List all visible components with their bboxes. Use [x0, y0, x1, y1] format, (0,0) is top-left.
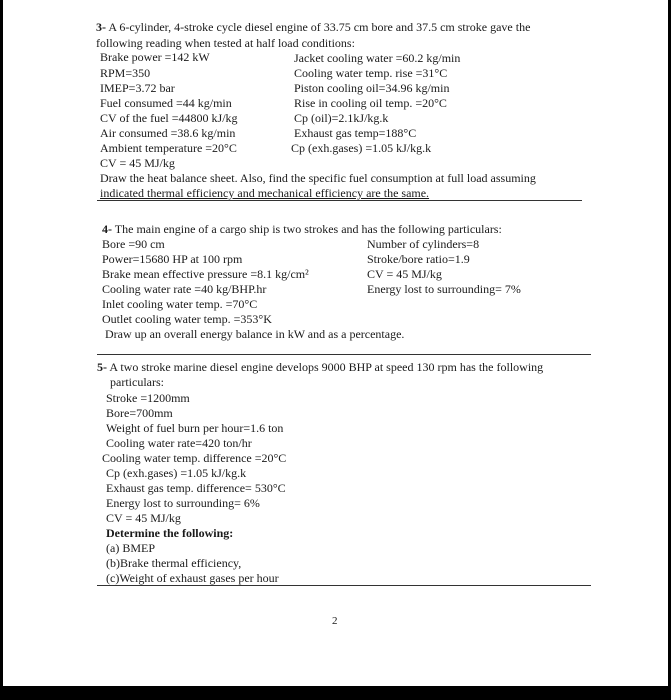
document-page — [3, 0, 668, 686]
q5-cooling-water-rate: Cooling water rate=420 ton/hr — [106, 436, 252, 450]
q5-determine-exhaust-weight: (c)Weight of exhaust gases per hour — [106, 571, 279, 585]
page-number: 2 — [332, 615, 338, 627]
q5-intro-line-2: particulars: — [110, 375, 164, 389]
q5-determine-bmep: (a) BMEP — [106, 541, 155, 555]
q3-air-consumed: Air consumed =38.6 kg/min — [100, 126, 236, 140]
q3-task-line-1: Draw the heat balance sheet. Also, find the specific fuel consumption at full load assuming — [100, 171, 536, 185]
q3-intro-line-1 — [96, 21, 530, 35]
q4-divider — [97, 354, 591, 355]
q4-cv: CV = 45 MJ/kg — [367, 267, 442, 281]
q3-cooling-temp-rise: Cooling water temp. rise =31°C — [294, 66, 448, 80]
q3-cp-exhaust: Cp (exh.gases) =1.05 kJ/kg.k — [291, 141, 432, 155]
q5-divider — [97, 585, 591, 586]
q3-rpm: RPM=350 — [100, 66, 151, 80]
q3-ambient-temp: Ambient temperature =20°C — [100, 141, 237, 155]
q4-number: 4- — [102, 222, 112, 236]
q3-number: 3- — [96, 20, 106, 34]
q5-energy-lost: Energy lost to surrounding= 6% — [106, 496, 260, 510]
q5-cp-exhaust: Cp (exh.gases) =1.05 kJ/kg.k — [106, 466, 247, 480]
q4-cooling-water-rate: Cooling water rate =40 kg/BHP.hr — [102, 282, 267, 296]
q3-brake-power: Brake power =142 kW — [100, 50, 210, 64]
q3-fuel-consumed: Fuel consumed =44 kg/min — [100, 96, 232, 110]
q5-exhaust-temp-diff: Exhaust gas temp. difference= 530°C — [106, 481, 286, 495]
q4-stroke-bore-ratio: Stroke/bore ratio=1.9 — [367, 252, 470, 266]
q4-intro-line — [102, 223, 502, 237]
q3-intro-line-2: following reading when tested at half load conditions: — [96, 36, 355, 50]
q5-determine-thermal-efficiency: (b)Brake thermal efficiency, — [106, 556, 242, 570]
q4-energy-lost: Energy lost to surrounding= 7% — [367, 282, 521, 296]
q3-intro-text: A 6-cylinder, 4-stroke cycle diesel engine of 33.75 cm bore and 37.5 cm stroke gave the — [108, 20, 531, 34]
q5-cv: CV = 45 MJ/kg — [106, 511, 181, 525]
q3-divider — [97, 200, 582, 201]
q5-cooling-temp-diff: Cooling water temp. difference =20°C — [102, 451, 287, 465]
q4-task: Draw up an overall energy balance in kW and as a percentage. — [105, 327, 405, 341]
q5-determine-heading: Determine the following: — [106, 526, 234, 540]
q4-intro-text: The main engine of a cargo ship is two strokes and has the following particulars: — [114, 222, 502, 236]
q3-task-line-2: indicated thermal efficiency and mechanical efficiency are the same. — [100, 186, 430, 200]
q3-piston-cooling-oil: Piston cooling oil=34.96 kg/min — [294, 81, 450, 95]
q3-jacket-cooling-water: Jacket cooling water =60.2 kg/min — [294, 51, 461, 65]
q5-fuel-weight: Weight of fuel burn per hour=1.6 ton — [106, 421, 284, 435]
q4-outlet-temp: Outlet cooling water temp. =353°K — [102, 312, 272, 326]
q5-intro-line-1 — [97, 361, 543, 375]
q3-imep: IMEP=3.72 bar — [100, 81, 175, 95]
q3-cp-oil: Cp (oil)=2.1kJ/kg.k — [294, 111, 389, 125]
q5-number: 5- — [97, 360, 107, 374]
bottom-border — [0, 686, 671, 700]
q4-power: Power=15680 HP at 100 rpm — [102, 252, 243, 266]
q4-bore: Bore =90 cm — [102, 237, 165, 251]
q3-oil-temp-rise: Rise in cooling oil temp. =20°C — [294, 96, 447, 110]
q5-bore: Bore=700mm — [106, 406, 173, 420]
q5-intro-text: A two stroke marine diesel engine develops 9000 BHP at speed 130 rpm has the following — [109, 360, 544, 374]
q4-cylinders: Number of cylinders=8 — [367, 237, 480, 251]
q4-bmep: Brake mean effective pressure =8.1 kg/cm² — [102, 267, 309, 281]
q3-exhaust-temp: Exhaust gas temp=188°C — [294, 126, 417, 140]
q5-stroke: Stroke =1200mm — [106, 391, 190, 405]
q3-cv-fuel: CV of the fuel =44800 kJ/kg — [100, 111, 238, 125]
q4-inlet-temp: Inlet cooling water temp. =70°C — [102, 297, 258, 311]
q3-cv: CV = 45 MJ/kg — [100, 156, 175, 170]
